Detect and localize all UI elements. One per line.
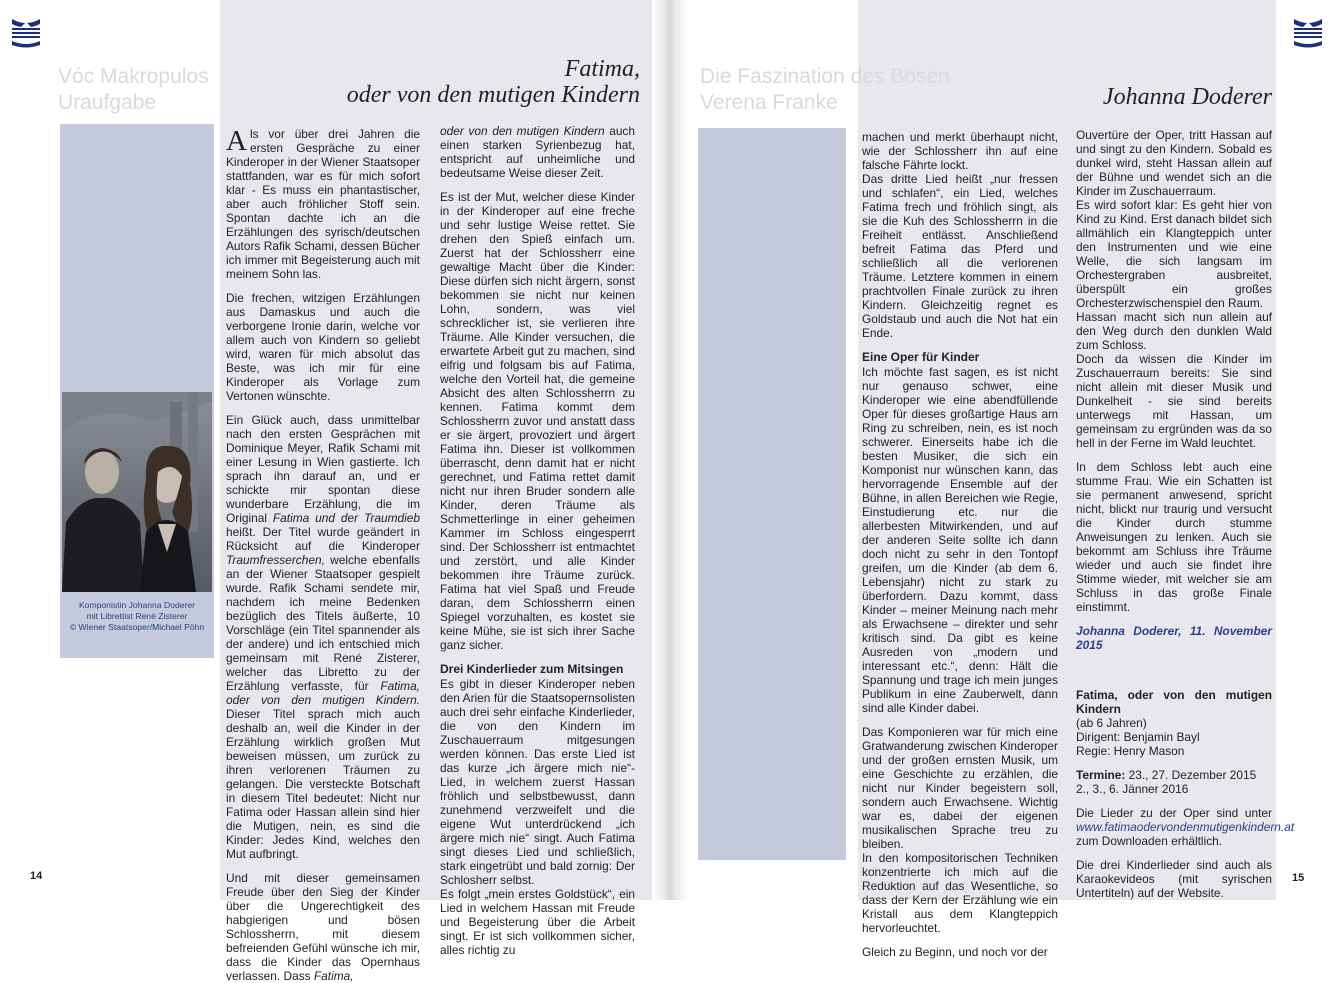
section-heading: Eine Oper für Kinder: [862, 350, 980, 364]
italic-title: oder von den mutigen Kindern: [440, 124, 605, 138]
page-number: 14: [30, 870, 43, 882]
paragraph: Ich möchte fast sagen, es ist nicht nur genauso schwer, eine Kinderoper wie eine abendfüllende Oper für dieses großartige Haus am Ring zu schreiben, nein, es ist noch schwerer. Einerseits habe ich die besten Musiker, die sich ein Komponist nur wünschen kann, das hervorragende Ensemble auf der Bühne, in allen Bereichen wie Regie, Einstudierung etc. nur die allerbesten Mitwirkenden, und auf der anderen Seite sollte ich dann doch nicht zu sehr in den Tontopf greifen, um die Kinder (ab dem 6. Lebensjahr) nicht zu stark zu überfordern. Dazu kommt, dass Kinder – meiner Meinung nach mehr als Erwachsene – direkter und sehr kritisch sind. Da gibt es keine Ausreden von „modern und interessant etc.“, denn: Hält die Spannung und trage ich mein junges Publikum in eine Zauberwelt, dann sind alle Kinder dabei.: [862, 365, 1058, 715]
paragraph: Es gibt in dieser Kinderoper neben den Arien für die Staatsopernsolisten auch drei sehr einfache Kinderlieder, die von den Kindern im Zuschauerraum mitgesungen werden können. Das erste Lied ist das kurze „ich ärgere mich nie“- Lied, in welchem zuerst Hassan fröhlich und selbstbewusst, dann zunehmend verzweifelt und die eigene Wut unterdrückend „ich ärgere mich nie“ singt. Auch Fatima singt dieses Lied und schließlich, stark eingetrübt und bald zornig: Der Schlosherr selbst.: [440, 677, 635, 887]
composer-librettist-photo: [62, 392, 212, 592]
article-column-4: [1076, 128, 1295, 900]
download-note: [1076, 806, 1295, 848]
paragraph: Die frechen, witzigen Erzählungen aus Damaskus und auch die verborgene Ironie darin, welche vor allem auch von Kindern so geliebt wird, waren für mich absolut das Beste, was ich mir für eine Kinderoper als Vorlage zum Vertonen wünschte.: [226, 291, 420, 403]
paragraph: [226, 871, 420, 983]
italic-title: Fatima und der Traumdieb: [272, 511, 420, 525]
paragraph: Das dritte Lied heißt „nur fressen und schlafen“, ein Lied, welches Fatima frech und fröhlich singt, als sie die Kuh des Schlossherrn in die Freiheit entlässt. Anschließend befreit Fatima das Pferd und schließlich all die verlorenen Träume. Letztere kommen in einem prachtvollen Finale zurück zu ihren Kindern. Gleichzeitig regnet es Goldstaub und auch die Not hat ein Ende.: [862, 172, 1058, 340]
paragraph: Doch da wissen die Kinder im Zuschauerraum bereits: Sie sind nicht allein mit dieser Musik und Dunkelheit - sie sind bereits unterwegs mit Hassan, um gemeinsam zu ergründen was da so hell in der Ferne im Wald leuchtet.: [1076, 352, 1272, 450]
info-conductor: Dirigent: Benjamin Bayl: [1076, 730, 1200, 744]
article-title-line1: Fatima,: [564, 56, 640, 82]
ghost-heading-line: Vóc Makropulos: [58, 65, 209, 88]
article-title-line2: oder von den mutigen Kindern: [346, 82, 640, 108]
italic-title: Fatima, oder von den mutigen Kindern.: [226, 679, 420, 707]
paragraph: Es folgt „mein erstes Goldstück“, ein Lied in welchem Hassan mit Freude und Begeisterung über die Arbeit singt. Er ist sich vollkommen sicher, alles richtig zu: [440, 887, 635, 957]
paragraph: In dem Schloss lebt auch eine stumme Frau. Wie ein Schatten ist sie permanent anwesend, spricht nicht, blickt nur traurig und versucht die Kinder durch stumme Anweisungen zu lenken. Auch sie bekommt am Schluss ihre Träume wieder und auch sie findet ihre Stimme wieder, mit welcher sie am Schluss in das große Finale einstimmt.: [1076, 460, 1272, 614]
paragraph: Das Komponieren war für mich eine Gratwanderung zwischen Kinderoper und der großen ernsten Musik, um eine Geschichte zu erzählen, die nicht nur Kinder begeistern soll, sondern auch Erwachsene. Wichtig war es, dabei der eigenen musikalischen Sprache treu zu bleiben.: [862, 725, 1058, 851]
paragraph: Es ist der Mut, welcher diese Kinder in der Kinderoper auf eine freche und sehr lustige Weise rettet. Sie drehen den Spieß einfach um. Zuerst hat der Schlossherr eine gewaltige Macht über die Kinder: Diese dürfen sich nicht ärgern, sonst bekommen sie nicht nur keinen Lohn, sondern, was viel schrecklicher ist, sie verlieren ihre Träume. Alle Kinder versuchen, die erwartete Arbeit gut zu machen, sind eifrig und folgsam bis auf Fatima, welche den Vorteil hat, die gemeine Absicht des alten Schlossherrn zu kennen. Fatima kommt dem Schlossherrn zuvor und anstatt dass er sie ärgert, provoziert und ärgert Fatima ihn. Dieser ist vollkommen überrascht, denn damit hat er nicht gerechnet, und Fatima rettet damit nicht nur ihren Bruder sondern alle Kinder, deren Träume als Schmetterlinge in einer geheimen Kammer im Schloss eingesperrt sind. Der Schlossherr ist entmachtet und zerstört, und alle Kinder bekommen ihre Träume zurück. Fatima hat viel Spaß und Freude daran, dem Schlossherrn einen Spiegel vorzuhalten, es kostet sie keine Mühe, sie ist sich ihrer Sache ganz sicher.: [440, 190, 635, 652]
photo-caption-line: Komponistin Johanna Doderer: [78, 600, 196, 610]
ghost-heading-line: Verena Franke: [700, 91, 838, 114]
staatsoper-logo-icon: [10, 16, 42, 50]
magazine-spine-fold: [652, 0, 688, 900]
staatsoper-logo-icon: [1292, 16, 1324, 50]
dates-line: 23., 27. Dezember 2015: [1128, 768, 1257, 782]
article-column-1: [226, 125, 420, 983]
info-director: Regie: Henry Mason: [1076, 744, 1185, 758]
paragraph: In den kompositorischen Techniken konzentrierte ich mich auf die Reduktion auf das Wesentliche, so dass der Kern der Erzählung wie ein Kristall aus dem Klangteppich hervorleuchtet.: [862, 851, 1058, 935]
website-link[interactable]: www.fatimaodervondenmutigenkindern.at: [1076, 820, 1295, 834]
photo-caption: [62, 600, 212, 633]
italic-title: Fatima,: [313, 969, 354, 983]
paragraph: Gleich zu Beginn, und noch vor der: [862, 945, 1048, 959]
photo-caption-line: mit Librettist René Zisterer: [86, 611, 188, 621]
italic-title: Traumfresserchen,: [226, 553, 325, 567]
article-column-3: [862, 130, 1058, 959]
drop-cap: A: [226, 125, 247, 157]
karaoke-note: Die drei Kinderlieder sind auch als Karaokevideos (mit syrischen Untertiteln) auf der Website.: [1076, 858, 1272, 900]
ghost-heading-line: Die Faszination des Bösen: [700, 65, 950, 88]
section-heading: Drei Kinderlieder zum Mitsingen: [440, 662, 624, 676]
paragraph-text: Ein Glück auch, dass unmittelbar nach den ersten Gesprächen mit Dominique Meyer, Rafik Schami mit einer Lesung in Wien gastierte. Ich sprach ihn darauf an, und er schickte mir spontan diese wunderbare Erzählung, die im Original: [226, 413, 420, 525]
paragraph-text: auch einen starken Syrienbezug hat, entspricht auf unheimliche und bedeutsame Weise dieser Zeit.: [440, 124, 635, 180]
paragraph: [226, 127, 420, 281]
paragraph-text: zum Downloaden erhältlich.: [1076, 834, 1223, 848]
author-title: Johanna Doderer: [1102, 84, 1272, 110]
paragraph: machen und merkt überhaupt nicht, wie der Schlossherr ihn auf eine falsche Fährte lockt.: [862, 130, 1058, 172]
left-page: [0, 0, 664, 983]
ghost-heading-line: Uraufgabe: [58, 91, 157, 114]
performance-dates: [1076, 768, 1272, 796]
article-column-2: [440, 124, 635, 957]
dates-line: 2., 3., 6. Jänner 2016: [1076, 782, 1189, 796]
info-age: (ab 6 Jahren): [1076, 716, 1147, 730]
paragraph: Es wird sofort klar: Es geht hier von Kind zu Kind. Erst danach bildet sich allmählich ein Klangteppich unter den Instrumenten und wie eine Welle, die sich langsam im Orchestergraben ausbreitet, überspült ein großes Orchesterzwischenspiel den Raum.: [1076, 198, 1272, 310]
page-number: 15: [1292, 872, 1305, 884]
photo-caption-line: © Wiener Staatsoper/Michael Pöhn: [69, 622, 205, 632]
info-title: Fatima, oder von den mutigen Kindern: [1076, 688, 1272, 716]
paragraph: Ouvertüre der Oper, tritt Hassan auf und singt zu den Kindern. Sobald es dunkel wird, steht Hassan allein auf der Bühne und wendet sich an die Kinder im Zuschauerraum.: [1076, 128, 1272, 198]
paragraph: [226, 413, 420, 861]
paragraph-text: ls vor über drei Jahren die ersten Gespräche zu einer Kinderoper in der Wiener Staatsoper stattfanden, war es für mich sofort klar - Es muss ein phantastischer, aber auch fröhlicher Stoff sein. Spontan dachte ich an die Erzählungen des syrisch/deutschen Autors Rafik Schami, dessen Bücher ich immer mit Begeisterung auch mit meinem Sohn las.: [226, 127, 420, 281]
paragraph-text: welche ebenfalls an der Wiener Staatsoper gespielt wurde. Rafik Schami sendete mir, nachdem ich meine Bedenken bezüglich des Titels äußerte, 10 Vorschläge (ein Titel spannender als der andere) und ich entschied mich gemeinsam mit René Zisterer, welcher das Libretto zu der Erzählung verfasste, für: [226, 553, 420, 693]
performance-info: [1076, 688, 1272, 758]
paragraph-text: Die Lieder zu der Oper sind unter: [1076, 806, 1272, 820]
paragraph-text: heißt. Der Titel wurde geändert in Rücksicht auf die Kinderoper: [226, 525, 420, 553]
paragraph-text: Und mit dieser gemeinsamen Freude über den Sieg der Kinder über die Ungerechtigkeit des habgierigen und bösen Schlossherrn, mit diesem befreienden Gefühl wünsche ich mir, dass die Kinder das Opernhaus verlassen. Dass: [226, 871, 420, 983]
right-page: [676, 0, 1334, 959]
author-signature: Johanna Doderer, 11. November 2015: [1076, 624, 1272, 652]
dates-label: Termine:: [1076, 768, 1126, 782]
paragraph: [440, 124, 635, 180]
sidebar-blue-box: [698, 128, 846, 860]
paragraph-text: Dieser Titel sprach mich auch deshalb an, weil die Kinder in der Erzählung wirklich großen Mut beweisen müssen, um zurück zu ihren verlorenen Träumen zu gelangen. Die versteckte Botschaft in diesem Titel bedeutet: Nicht nur Fatima oder Hassan allein sind hier die Mutigen, nein, es sind die Kinder: Jedes Kind, welches den Mut aufbringt.: [226, 707, 420, 861]
paragraph: Hassan macht sich nun allein auf den Weg durch den dunklen Wald zum Schloss.: [1076, 310, 1272, 352]
